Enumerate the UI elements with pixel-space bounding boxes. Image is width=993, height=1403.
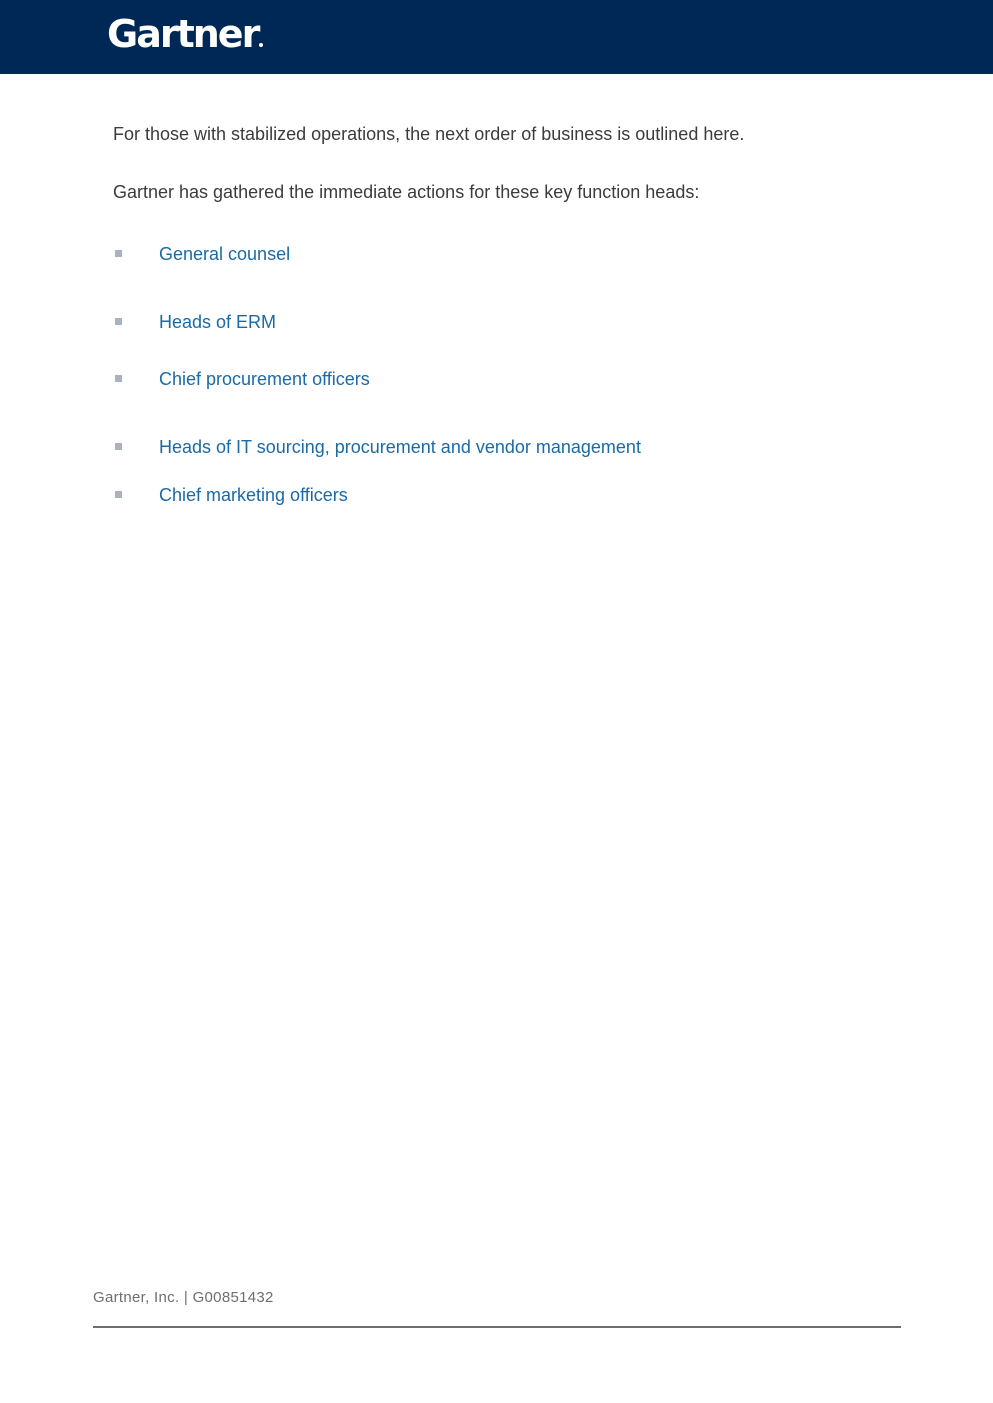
logo-text: Gartner [107, 12, 259, 56]
gartner-logo[interactable] [107, 11, 263, 57]
general-counsel-link[interactable]: General counsel [159, 244, 291, 264]
list-item [113, 242, 813, 266]
page-header [0, 0, 993, 74]
list-item [113, 310, 813, 334]
chief-marketing-officers-link[interactable]: Chief marketing officers [159, 485, 348, 505]
square-bullet-icon [115, 250, 122, 257]
footer-divider [93, 1326, 901, 1328]
square-bullet-icon [115, 443, 122, 450]
intro-paragraph: For those with stabilized operations, the next order of business is outlined here. [113, 124, 745, 144]
square-bullet-icon [115, 375, 122, 382]
heads-of-it-sourcing-link[interactable]: Heads of IT sourcing, procurement and vendor management [159, 437, 641, 457]
square-bullet-icon [115, 491, 122, 498]
square-bullet-icon [115, 318, 122, 325]
list-item [113, 483, 813, 507]
chief-procurement-officers-link[interactable]: Chief procurement officers [159, 369, 370, 389]
logo-dot-icon [259, 43, 263, 47]
list-item [113, 367, 813, 391]
list-item [113, 435, 813, 459]
actions-paragraph: Gartner has gathered the immediate actions for these key function heads: [113, 182, 700, 202]
heads-of-erm-link[interactable]: Heads of ERM [159, 312, 277, 332]
footer-document-id: Gartner, Inc. | G00851432 [93, 1289, 274, 1306]
